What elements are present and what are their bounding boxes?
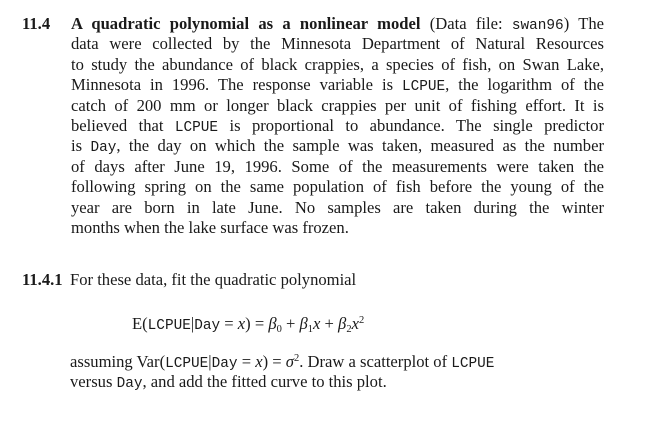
datafile-prefix: (Data file: <box>429 14 512 33</box>
problem-line-4 <box>71 75 604 95</box>
eq-expectation: E( <box>132 314 148 333</box>
task-text-part: assuming Var( <box>70 352 166 371</box>
subproblem-number: 11.4.1 <box>22 270 63 289</box>
variable-day: Day <box>211 356 238 372</box>
task-line-2 <box>70 372 630 392</box>
problem-line-text: data were collected by the Minnesota Department of Natural Resources <box>71 34 604 54</box>
variable-lcpue: LCPUE <box>401 79 446 96</box>
eq-beta1: β <box>299 314 308 333</box>
datafile-suffix: ) <box>563 14 570 33</box>
problem-line-8 <box>71 157 604 177</box>
task-text-part: versus <box>70 372 117 392</box>
problem-11-4 <box>22 14 604 238</box>
eq-plus: + <box>320 314 339 333</box>
problem-line-text: catch of 200 mm or longer black crappies per unit of fishing effort. It is <box>71 95 604 115</box>
task-text-part: . Draw a scatterplot of <box>299 352 452 371</box>
eq-beta2: β <box>338 314 347 333</box>
eq-x: x <box>351 314 359 333</box>
quadratic-equation <box>132 314 364 336</box>
problem-line-text: of days after June 19, 1996. Some of the measurements were taken the <box>71 156 604 176</box>
problem-line-3 <box>71 55 604 75</box>
problem-line-text: to study the abundance of black crappies, a species of fish, on Swan Lake, <box>71 54 604 74</box>
variable-day: Day <box>116 376 143 393</box>
problem-line-5 <box>71 96 604 116</box>
problem-line-text: is <box>71 136 91 156</box>
task-text <box>70 352 630 393</box>
task-square: 2 <box>293 353 300 364</box>
eq-square: 2 <box>358 315 365 326</box>
task-sigma: σ <box>285 352 294 371</box>
variable-lcpue: LCPUE <box>165 356 209 372</box>
eq-response: LCPUE <box>147 318 191 334</box>
eq-x: x <box>237 314 246 333</box>
eq-bar: | <box>190 314 195 333</box>
problem-line-text: , the day on which the sample was taken, measured as the number <box>116 136 604 156</box>
problem-line-text: following spring on the same population of fish before the young of the <box>71 177 604 197</box>
eq-plus: + <box>281 314 300 333</box>
problem-line-2 <box>71 34 604 54</box>
problem-line-1-tail: The <box>569 14 604 33</box>
subproblem-11-4-1 <box>22 270 622 290</box>
problem-body <box>71 14 604 238</box>
problem-line-7 <box>71 136 604 156</box>
eq-sub2: 2 <box>346 324 352 335</box>
task-text-part: , and add the fitted curve to this plot. <box>142 372 387 392</box>
problem-line-11 <box>71 218 604 238</box>
eq-equals: = <box>220 314 238 333</box>
problem-line-text: , the logarithm of the <box>445 75 604 95</box>
task-close: ) = <box>262 352 286 371</box>
task-x: x <box>255 352 263 371</box>
problem-line-10 <box>71 198 604 218</box>
eq-x: x <box>313 314 321 333</box>
problem-line-1 <box>71 14 604 34</box>
eq-close: ) = <box>245 314 269 333</box>
subproblem-intro: For these data, fit the quadratic polynomial <box>70 270 357 289</box>
task-line-1 <box>70 352 630 372</box>
problem-title: A quadratic polynomial as a nonlinear model <box>71 14 421 33</box>
problem-line-6 <box>71 116 604 136</box>
variable-day: Day <box>90 140 117 157</box>
problem-number: 11.4 <box>22 14 51 33</box>
task-bar: | <box>208 352 212 371</box>
eq-sub1: 1 <box>307 324 314 335</box>
eq-beta0: β <box>268 314 277 333</box>
task-equals: = <box>237 352 256 371</box>
problem-line-text: months when the lake surface was frozen. <box>71 217 349 237</box>
problem-line-text: Minnesota in 1996. The response variable is <box>71 75 402 95</box>
problem-line-text: year are born in late June. No samples are taken during the winter <box>71 197 604 217</box>
eq-sub0: 0 <box>276 324 282 335</box>
eq-predictor: Day <box>194 318 221 334</box>
datafile-name: swan96 <box>511 18 564 34</box>
variable-lcpue: LCPUE <box>451 356 495 372</box>
problem-line-text: is proportional to abundance. The single predictor <box>218 115 604 135</box>
variable-lcpue: LCPUE <box>174 119 219 136</box>
problem-line-9 <box>71 177 604 197</box>
problem-line-text: believed that <box>71 115 175 135</box>
